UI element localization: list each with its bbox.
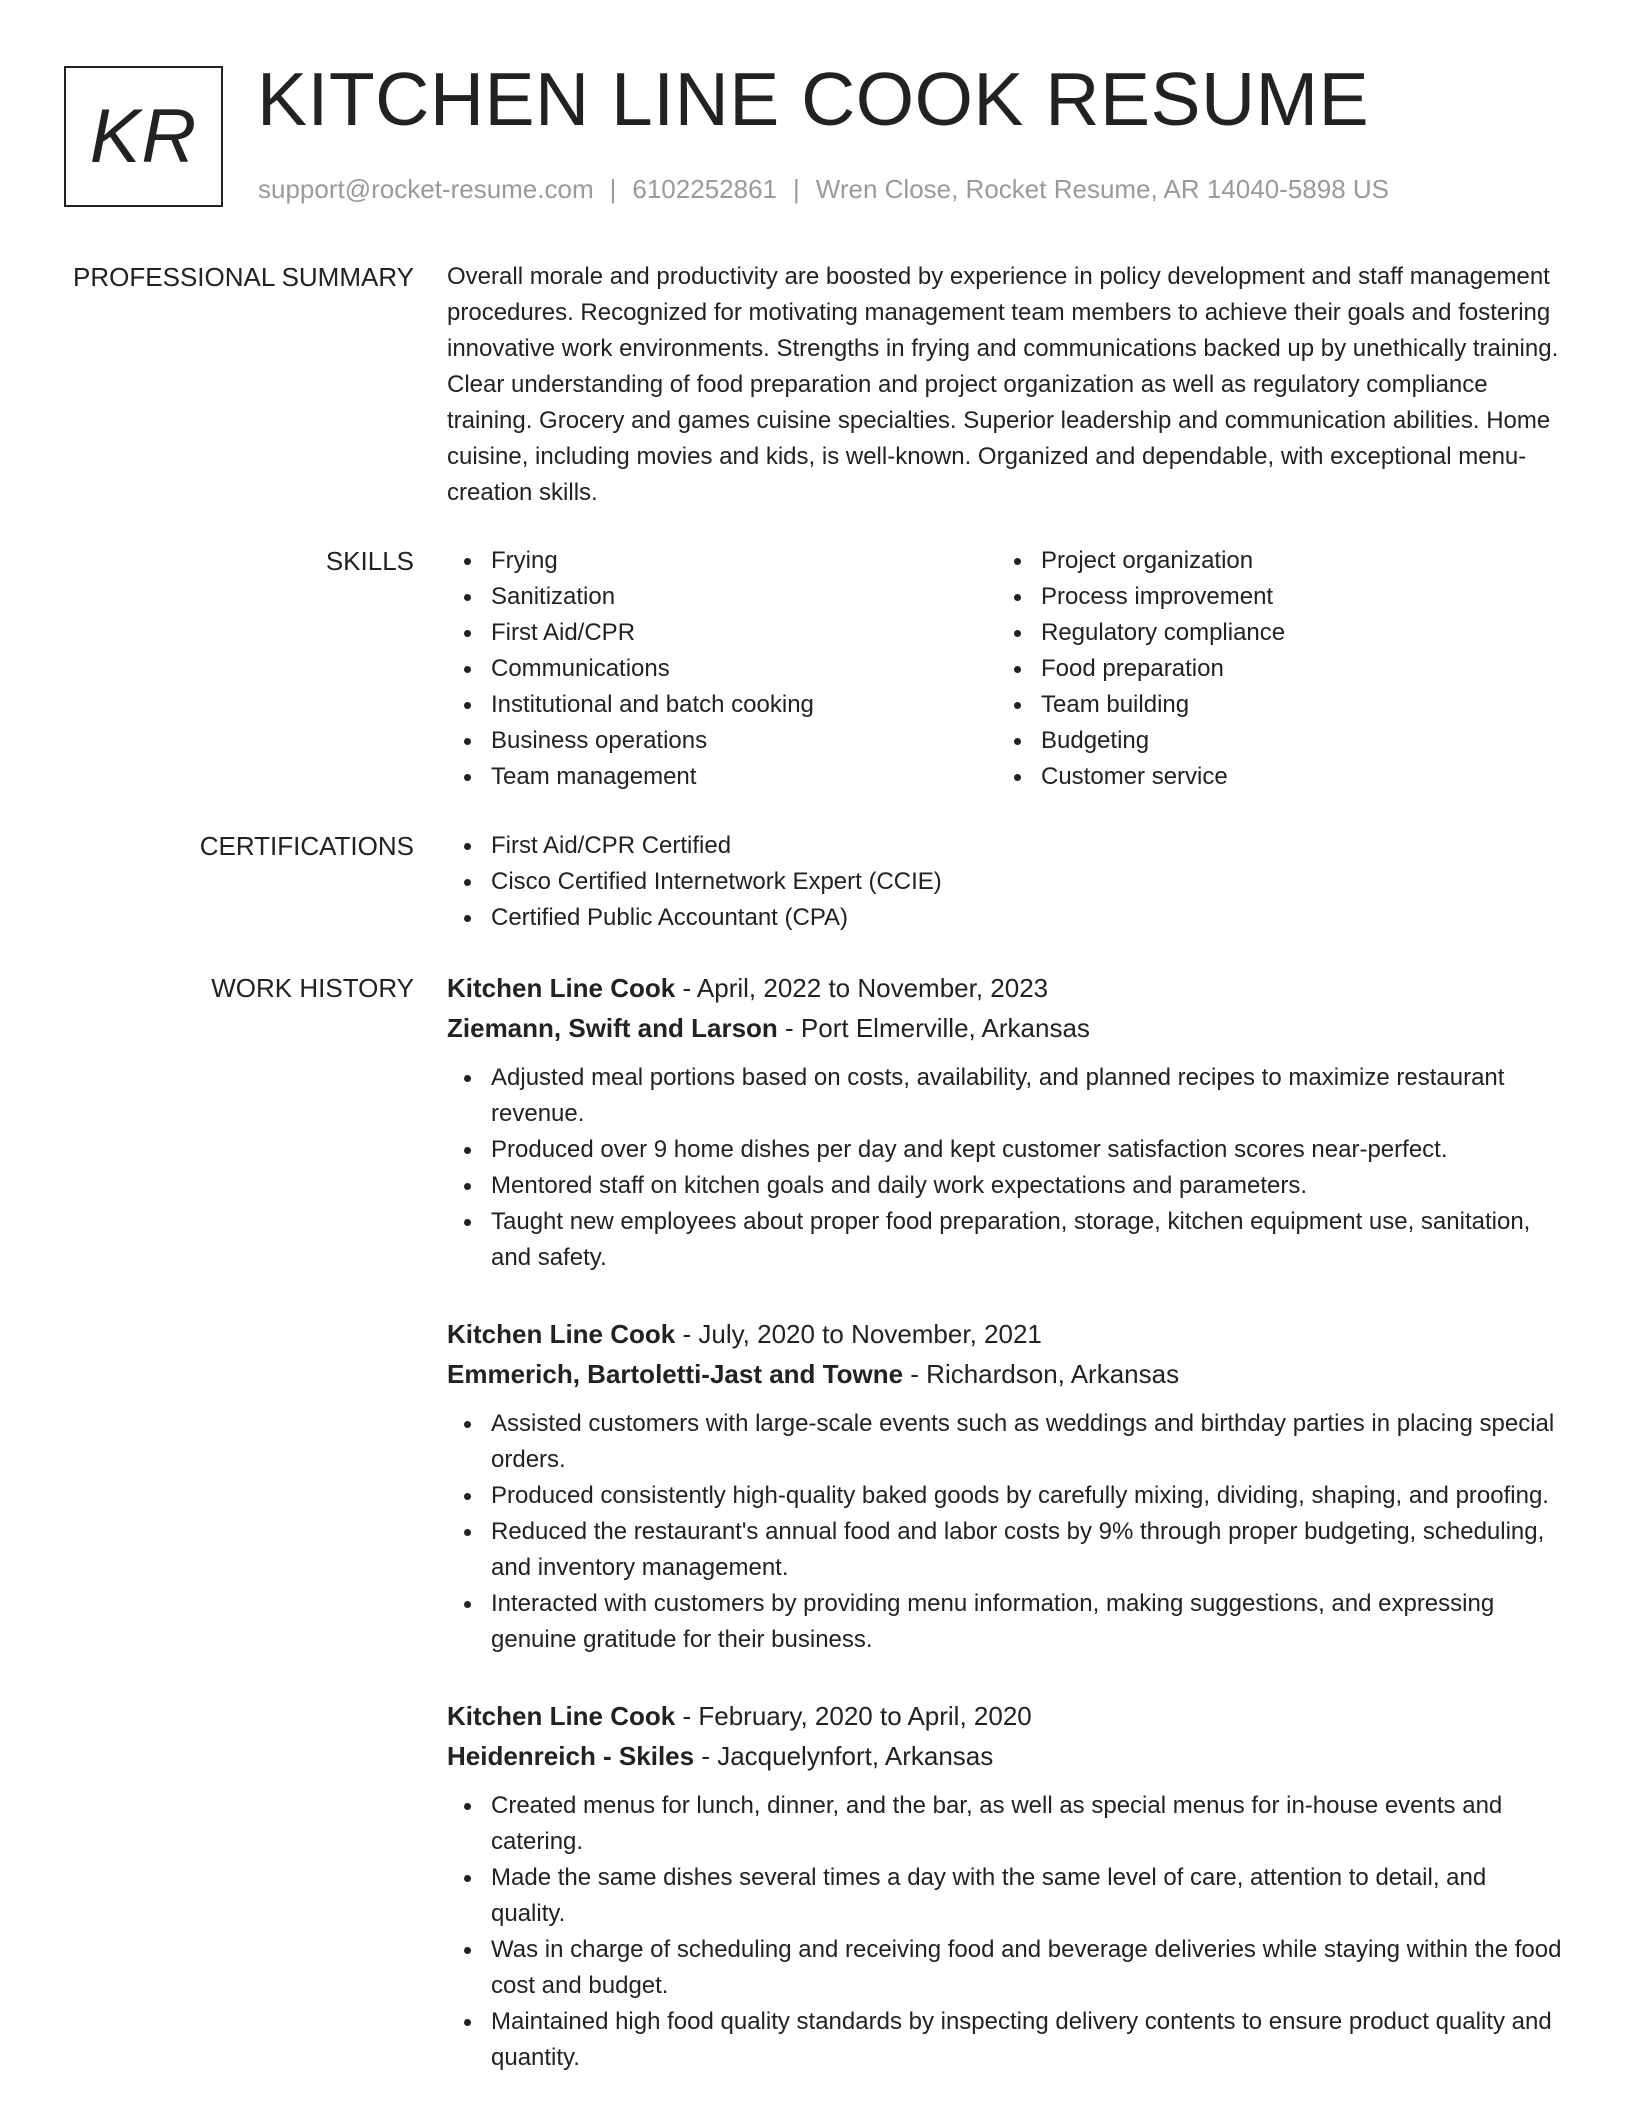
certification-item: Cisco Certified Internetwork Expert (CCIE) [447, 864, 1567, 900]
job-location: - Port Elmerville, Arkansas [777, 1013, 1090, 1043]
skill-item: Regulatory compliance [997, 615, 1547, 651]
certifications-body [447, 828, 1567, 936]
job-dates: - July, 2020 to November, 2021 [675, 1319, 1042, 1349]
job-bullets [447, 1406, 1567, 1658]
job-bullet: Created menus for lunch, dinner, and the bar, as well as special menus for in-house events and catering. [447, 1788, 1567, 1860]
skill-item: Customer service [997, 759, 1547, 795]
skill-item: Sanitization [447, 579, 997, 615]
contact-line [258, 174, 1389, 205]
job-location: - Jacquelynfort, Arkansas [694, 1741, 994, 1771]
job-bullet: Reduced the restaurant's annual food and labor costs by 9% through proper budgeting, scheduling, and inventory management. [447, 1514, 1567, 1586]
job-title-line [447, 1696, 1567, 1736]
job-bullet: Taught new employees about proper food preparation, storage, kitchen equipment use, sanitation, and safety. [447, 1204, 1567, 1276]
skills-list-left [447, 543, 997, 795]
job-bullet: Interacted with customers by providing menu information, making suggestions, and expressing genuine gratitude for their business. [447, 1586, 1567, 1658]
job-bullet: Made the same dishes several times a day with the same level of care, attention to detail, and quality. [447, 1860, 1567, 1932]
job-company: Ziemann, Swift and Larson [447, 1013, 778, 1043]
job-bullet: Mentored staff on kitchen goals and daily work expectations and parameters. [447, 1168, 1567, 1204]
skill-item: Frying [447, 543, 997, 579]
job-title-line [447, 968, 1567, 1008]
job-company-line [447, 1354, 1567, 1394]
job-company: Heidenreich - Skiles [447, 1741, 695, 1771]
job-bullets [447, 1060, 1567, 1276]
contact-phone: 6102252861 [632, 174, 777, 204]
job-entry [447, 968, 1567, 1276]
job-bullet: Assisted customers with large-scale events such as weddings and birthday parties in placing special orders. [447, 1406, 1567, 1478]
summary-text: Overall morale and productivity are boosted by experience in policy development and staff management procedures. Recognized for motivating management team members to achieve their goals and fostering innovative work environments. Strengths in frying and communications backed up by unethically training. Clear understanding of food preparation and project organization as well as regulatory compliance training. Grocery and games cuisine specialties. Superior leadership and communication abilities. Home cuisine, including movies and kids, is well-known. Organized and dependable, with exceptional menu-creation skills. [447, 263, 1559, 506]
job-bullet: Produced over 9 home dishes per day and kept customer satisfaction scores near-perfect. [447, 1132, 1567, 1168]
skill-item: Team building [997, 687, 1547, 723]
job-title-line [447, 1314, 1567, 1354]
skills-body [447, 543, 1567, 795]
skill-item: Food preparation [997, 651, 1547, 687]
job-bullet: Adjusted meal portions based on costs, availability, and planned recipes to maximize restaurant revenue. [447, 1060, 1567, 1132]
work-history-body [447, 968, 1567, 2114]
certifications-list [447, 828, 1567, 936]
resume-title: KITCHEN LINE COOK RESUME [257, 57, 1370, 141]
skill-item: Communications [447, 651, 997, 687]
job-bullet: Maintained high food quality standards by inspecting delivery contents to ensure product quality and quantity. [447, 2004, 1567, 2076]
job-title: Kitchen Line Cook [447, 1701, 676, 1731]
job-dates: - February, 2020 to April, 2020 [675, 1701, 1032, 1731]
contact-email: support@rocket-resume.com [258, 174, 594, 204]
job-location: - Richardson, Arkansas [903, 1359, 1180, 1389]
skill-item: Project organization [997, 543, 1547, 579]
section-heading: CERTIFICATIONS [199, 831, 414, 861]
summary-body [447, 259, 1567, 511]
contact-address: Wren Close, Rocket Resume, AR 14040-5898 US [815, 174, 1390, 204]
skill-item: Budgeting [997, 723, 1547, 759]
job-title: Kitchen Line Cook [447, 1319, 676, 1349]
job-company: Emmerich, Bartoletti-Jast and Towne [447, 1359, 904, 1389]
job-bullets [447, 1788, 1567, 2076]
skill-item: Team management [447, 759, 997, 795]
contact-separator: | [793, 174, 800, 204]
job-bullet: Was in charge of scheduling and receiving food and beverage deliveries while staying within the food cost and budget. [447, 1932, 1567, 2004]
skill-item: Business operations [447, 723, 997, 759]
monogram-logo [64, 66, 223, 207]
job-entry [447, 1314, 1567, 1658]
job-dates: - April, 2022 to November, 2023 [675, 973, 1049, 1003]
contact-separator: | [609, 174, 617, 204]
skills-list-right [997, 543, 1547, 795]
job-company-line [447, 1736, 1567, 1776]
section-heading: SKILLS [325, 546, 414, 576]
monogram-initials: KR [89, 94, 198, 179]
section-heading: WORK HISTORY [211, 973, 414, 1003]
section-heading: PROFESSIONAL SUMMARY [73, 262, 414, 292]
certification-item: First Aid/CPR Certified [447, 828, 1567, 864]
job-company-line [447, 1008, 1567, 1048]
job-entry [447, 1696, 1567, 2076]
skill-item: Institutional and batch cooking [447, 687, 997, 723]
certification-item: Certified Public Accountant (CPA) [447, 900, 1567, 936]
skill-item: Process improvement [997, 579, 1547, 615]
skill-item: First Aid/CPR [447, 615, 997, 651]
job-title: Kitchen Line Cook [447, 973, 676, 1003]
job-bullet: Produced consistently high-quality baked goods by carefully mixing, dividing, shaping, and proofing. [447, 1478, 1567, 1514]
